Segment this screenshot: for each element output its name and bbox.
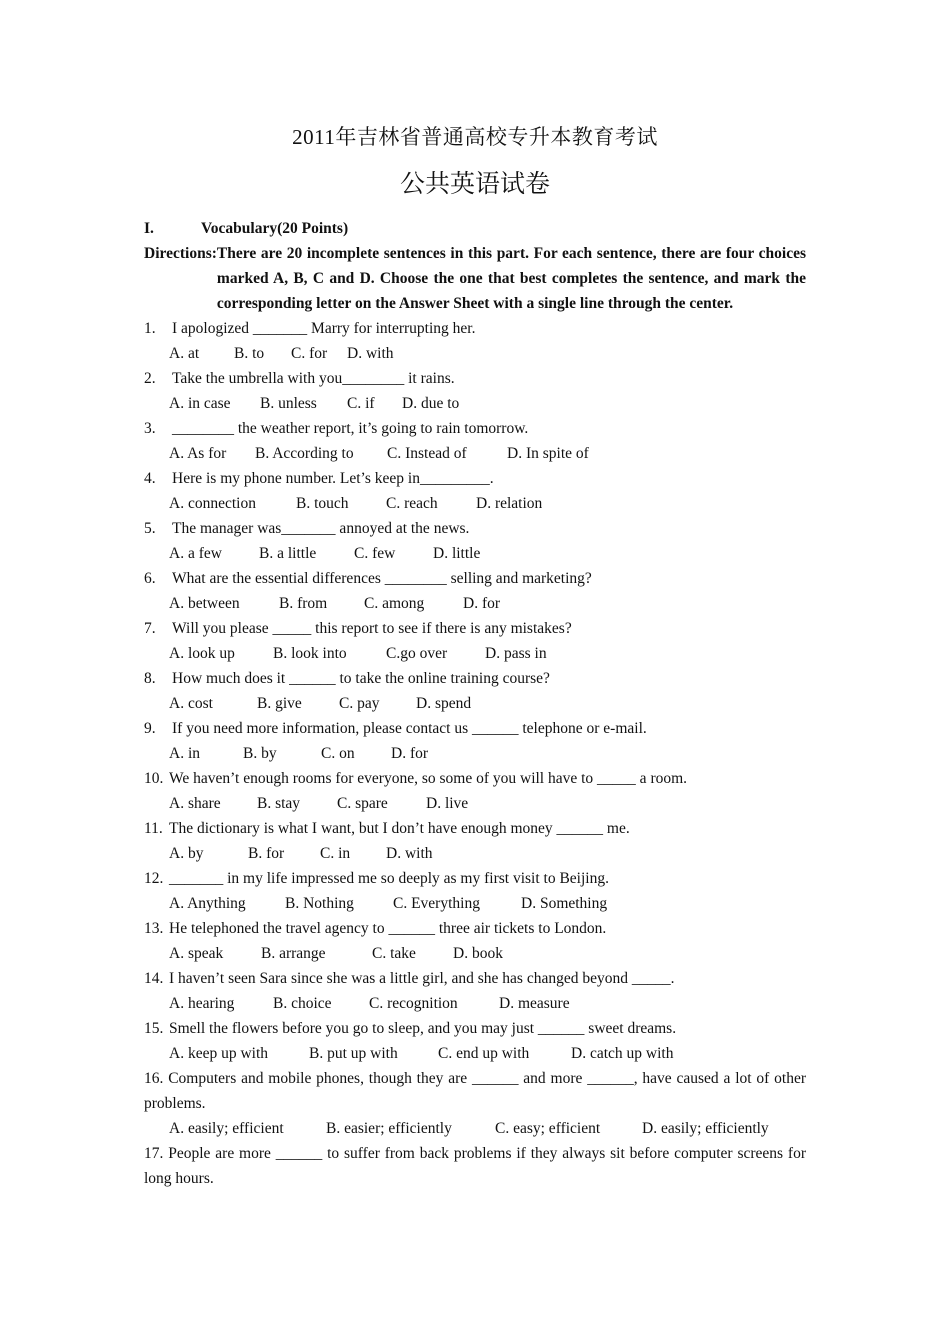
option-b: B. put up with xyxy=(309,1045,398,1062)
option-d: D. spend xyxy=(416,695,472,712)
question-number: 9. xyxy=(144,720,156,737)
option-c: C. Everything xyxy=(393,895,480,912)
question-text: Here is my phone number. Let’s keep in_________. xyxy=(172,470,494,487)
options-15 xyxy=(144,1041,806,1066)
option-b: B. unless xyxy=(260,395,317,412)
option-c: C. spare xyxy=(337,795,388,812)
question-text: Take the umbrella with you________ it rains. xyxy=(172,370,455,387)
question-number: 6. xyxy=(144,570,156,587)
question-text: People are more ______ to suffer from back problems if they always sit before computer screens for long hours. xyxy=(144,1145,806,1187)
directions-text: There are 20 incomplete sentences in this part. For each sentence, there are four choices marked A, B, C and D. Choose the one that best completes the sentence, and mark the corresponding letter on the Answer Sheet with a single line through the center. xyxy=(216,245,806,312)
option-b: B. According to xyxy=(255,445,354,462)
question-text: I apologized _______ Marry for interrupting her. xyxy=(172,320,476,337)
option-b: B. for xyxy=(248,845,285,862)
question-number: 5. xyxy=(144,520,156,537)
question-17 xyxy=(144,1141,806,1191)
option-a: A. Anything xyxy=(169,895,246,912)
options-3 xyxy=(144,441,806,466)
option-b: B. choice xyxy=(273,995,332,1012)
option-b: B. Nothing xyxy=(285,895,354,912)
option-c: C. recognition xyxy=(369,995,458,1012)
option-d: D. easily; efficiently xyxy=(642,1120,769,1137)
options-5 xyxy=(144,541,806,566)
option-a: A. As for xyxy=(169,445,227,462)
option-d: D. relation xyxy=(476,495,543,512)
option-a: A. share xyxy=(169,795,221,812)
question-number: 16. xyxy=(144,1070,164,1087)
option-a: A. a few xyxy=(169,545,222,562)
option-c: C. on xyxy=(321,745,355,762)
option-c: C. if xyxy=(347,395,375,412)
question-text: The dictionary is what I want, but I don’t have enough money ______ me. xyxy=(169,820,630,837)
question-8 xyxy=(144,666,806,691)
exam-content xyxy=(144,216,806,1191)
option-c: C. reach xyxy=(386,495,438,512)
question-text: I haven’t seen Sara since she was a little girl, and she has changed beyond _____. xyxy=(169,970,675,987)
question-text: Computers and mobile phones, though they are ______ and more ______, have caused a lot of other problems. xyxy=(144,1070,807,1112)
question-4 xyxy=(144,466,806,491)
question-number: 13. xyxy=(144,920,164,937)
question-number: 12. xyxy=(144,870,164,887)
option-c: C. easy; efficient xyxy=(495,1120,601,1137)
option-c: C. in xyxy=(320,845,351,862)
options-12 xyxy=(144,891,806,916)
option-d: D. with xyxy=(386,845,433,862)
exam-subtitle: 公共英语试卷 xyxy=(399,169,550,198)
section-title: Vocabulary(20 Points) xyxy=(201,220,349,237)
option-b: B. give xyxy=(257,695,302,712)
option-a: A. at xyxy=(169,345,200,362)
option-a: A. in xyxy=(169,745,200,762)
question-number: 3. xyxy=(144,420,156,437)
option-b: B. from xyxy=(279,595,328,612)
option-b: B. touch xyxy=(296,495,349,512)
option-d: D. pass in xyxy=(485,645,547,662)
question-13 xyxy=(144,916,806,941)
option-b: B. easier; efficiently xyxy=(326,1120,452,1137)
option-d: D. little xyxy=(433,545,481,562)
option-c: C. pay xyxy=(339,695,380,712)
option-a: A. between xyxy=(169,595,240,612)
option-d: D. book xyxy=(453,945,503,962)
option-a: A. by xyxy=(169,845,204,862)
exam-title: 2011年吉林省普通高校专升本教育考试 xyxy=(292,125,658,149)
section-heading xyxy=(144,216,806,241)
question-text: Smell the flowers before you go to sleep, and you may just ______ sweet dreams. xyxy=(169,1020,677,1037)
option-a: A. speak xyxy=(169,945,224,962)
question-text: ________ the weather report, it’s going to rain tomorrow. xyxy=(172,420,529,437)
question-number: 2. xyxy=(144,370,156,387)
question-text: What are the essential differences ________ selling and marketing? xyxy=(172,570,592,587)
question-11 xyxy=(144,816,806,841)
question-text: He telephoned the travel agency to ______ three air tickets to London. xyxy=(169,920,607,937)
question-number: 10. xyxy=(144,770,164,787)
option-b: B. look into xyxy=(273,645,347,662)
options-13 xyxy=(144,941,806,966)
section-number: I. xyxy=(144,220,154,237)
options-9 xyxy=(144,741,806,766)
option-c: C. Instead of xyxy=(387,445,467,462)
question-3 xyxy=(144,416,806,441)
question-text: How much does it ______ to take the online training course? xyxy=(172,670,550,687)
question-text: Will you please _____ this report to see if there is any mistakes? xyxy=(172,620,572,637)
question-7 xyxy=(144,616,806,641)
option-b: B. stay xyxy=(257,795,301,812)
option-a: A. cost xyxy=(169,695,213,712)
question-number: 11. xyxy=(144,820,163,837)
question-number: 17. xyxy=(144,1145,164,1162)
options-6 xyxy=(144,591,806,616)
question-10 xyxy=(144,766,806,791)
option-a: A. easily; efficient xyxy=(169,1120,284,1137)
question-1 xyxy=(144,316,806,341)
options-11 xyxy=(144,841,806,866)
option-c: C. take xyxy=(372,945,416,962)
question-15 xyxy=(144,1016,806,1041)
directions xyxy=(144,241,806,316)
question-text: The manager was_______ annoyed at the news. xyxy=(172,520,470,537)
options-10 xyxy=(144,791,806,816)
directions-label: Directions: xyxy=(144,245,217,262)
option-d: D. with xyxy=(347,345,394,362)
options-1 xyxy=(144,341,806,366)
question-text: We haven’t enough rooms for everyone, so some of you will have to _____ a room. xyxy=(169,770,688,787)
question-text: _______ in my life impressed me so deeply as my first visit to Beijing. xyxy=(169,870,609,887)
question-number: 7. xyxy=(144,620,156,637)
question-number: 14. xyxy=(144,970,164,987)
option-c: C. few xyxy=(354,545,396,562)
question-2 xyxy=(144,366,806,391)
option-a: A. connection xyxy=(169,495,256,512)
question-number: 4. xyxy=(144,470,156,487)
option-c: C.go over xyxy=(386,645,448,662)
option-d: D. for xyxy=(391,745,429,762)
question-5 xyxy=(144,516,806,541)
option-c: C. for xyxy=(291,345,328,362)
option-d: D. In spite of xyxy=(507,445,589,462)
option-d: D. measure xyxy=(499,995,570,1012)
option-a: A. keep up with xyxy=(169,1045,269,1062)
option-d: D. live xyxy=(426,795,469,812)
option-d: D. due to xyxy=(402,395,460,412)
question-16 xyxy=(144,1066,806,1116)
options-2 xyxy=(144,391,806,416)
question-9 xyxy=(144,716,806,741)
question-14 xyxy=(144,966,806,991)
option-c: C. among xyxy=(364,595,425,612)
option-c: C. end up with xyxy=(438,1045,530,1062)
option-b: B. a little xyxy=(259,545,317,562)
question-12 xyxy=(144,866,806,891)
question-text: If you need more information, please contact us ______ telephone or e-mail. xyxy=(172,720,647,737)
option-a: A. in case xyxy=(169,395,231,412)
option-d: D. catch up with xyxy=(571,1045,674,1062)
question-number: 15. xyxy=(144,1020,164,1037)
question-6 xyxy=(144,566,806,591)
options-8 xyxy=(144,691,806,716)
options-7 xyxy=(144,641,806,666)
question-number: 8. xyxy=(144,670,156,687)
option-a: A. look up xyxy=(169,645,235,662)
question-number: 1. xyxy=(144,320,156,337)
option-a: A. hearing xyxy=(169,995,235,1012)
options-4 xyxy=(144,491,806,516)
option-d: D. Something xyxy=(521,895,608,912)
option-b: B. arrange xyxy=(261,945,326,962)
option-b: B. by xyxy=(243,745,277,762)
option-b: B. to xyxy=(234,345,265,362)
option-d: D. for xyxy=(463,595,501,612)
options-14 xyxy=(144,991,806,1016)
options-16 xyxy=(144,1116,806,1141)
